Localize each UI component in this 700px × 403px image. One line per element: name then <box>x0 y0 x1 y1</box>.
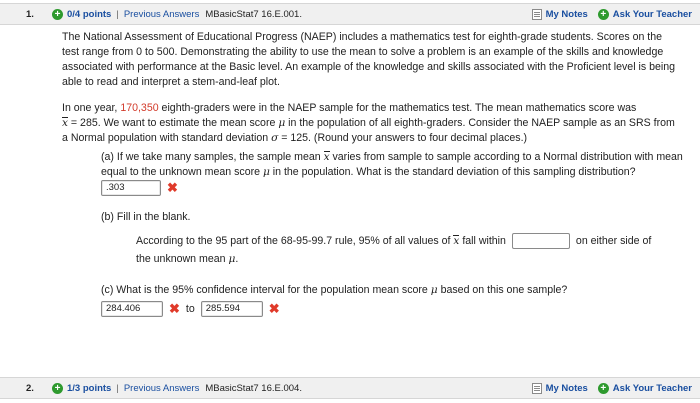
sigma-symbol: σ <box>271 132 279 144</box>
question-number: 1. <box>26 8 34 20</box>
part-a-answer-row <box>101 180 184 196</box>
part-b-text: According to the 95 part of the 68-95-99.7 rule, 95% of all values of x fall within on either side of <box>136 233 686 249</box>
ask-teacher-button[interactable] <box>598 383 700 394</box>
incorrect-icon: ✖ <box>169 301 180 316</box>
part-a-text: (a) If we take many samples, the sample mean x varies from sample to sample according to a Normal distribution with mean equal to the unknown mean score μ in the population. What is the standard deviation of this sampling distribution? <box>101 151 683 178</box>
note-icon <box>532 9 542 20</box>
my-notes-button[interactable] <box>532 9 588 20</box>
part-b-text-cont: the unknown mean μ. <box>136 253 239 265</box>
mu-symbol: μ <box>278 117 286 129</box>
mu-symbol: μ <box>430 284 438 296</box>
incorrect-icon: ✖ <box>268 301 280 316</box>
separator: | <box>116 8 119 20</box>
part-c-text: (c) What is the 95% confidence interval for the population mean score μ based on this one sample? <box>101 284 568 296</box>
ask-teacher-button[interactable] <box>598 9 700 20</box>
plus-icon: + <box>598 383 609 394</box>
question-number: 2. <box>26 382 34 394</box>
mu-symbol: μ <box>262 166 270 178</box>
expand-plus-icon[interactable]: + <box>52 9 63 20</box>
my-notes-button[interactable] <box>532 383 588 394</box>
my-notes-label: My Notes <box>545 382 588 394</box>
question-header-1 <box>0 3 700 25</box>
points-score: 1/3 points <box>67 382 112 394</box>
my-notes-label: My Notes <box>545 8 588 20</box>
part-b-label: (b) Fill in the blank. <box>101 211 191 223</box>
setup-paragraph: In one year, 170,350 eighth-graders were in the NAEP sample for the mathematics test. The mean mathematics score was x = 285. We want to estimate the mean score μ in the population of all eighth-graders. Consider the NAEP sample as an SRS from a Normal population with standard deviation σ = 125. (Round your answers to four decimal places.) <box>62 102 675 144</box>
sample-count: 170,350 <box>120 102 159 114</box>
ask-teacher-label: Ask Your Teacher <box>612 382 692 394</box>
previous-answers-link[interactable]: Previous Answers <box>123 382 200 394</box>
previous-answers-link[interactable]: Previous Answers <box>123 8 200 20</box>
xbar-symbol: x <box>62 117 68 129</box>
points-score: 0/4 points <box>67 8 112 20</box>
part-c-lower-input[interactable]: 284.406 <box>101 301 163 317</box>
mu-symbol: μ <box>228 253 236 265</box>
ask-teacher-label: Ask Your Teacher <box>612 8 692 20</box>
question-code: MBasicStat7 16.E.004. <box>205 382 302 394</box>
separator: | <box>116 382 119 394</box>
expand-plus-icon[interactable]: + <box>52 383 63 394</box>
to-label: to <box>185 302 195 315</box>
question-header-2 <box>0 377 700 399</box>
xbar-symbol: x <box>323 151 330 163</box>
incorrect-icon: ✖ <box>167 180 178 195</box>
note-icon <box>532 383 542 394</box>
xbar-symbol: x <box>453 234 460 247</box>
question-code: MBasicStat7 16.E.001. <box>205 8 302 20</box>
part-c-answer-row <box>101 301 286 317</box>
part-a-answer-input[interactable]: .303 <box>101 180 161 196</box>
part-b-blank-input[interactable] <box>512 233 570 249</box>
plus-icon: + <box>598 9 609 20</box>
intro-paragraph: The National Assessment of Educational Progress (NAEP) includes a mathematics test for eighth-grade students. Scores on the test range from 0 to 500. Demonstrating the ability to use the mean to solve a problem is an example of the skills and knowledge associated with performance at the Basic level. An example of the knowledge and skills associated with the Proficient level is being able to read and interpret a stem-and-leaf plot. <box>62 31 676 88</box>
part-c-upper-input[interactable]: 285.594 <box>201 301 263 317</box>
